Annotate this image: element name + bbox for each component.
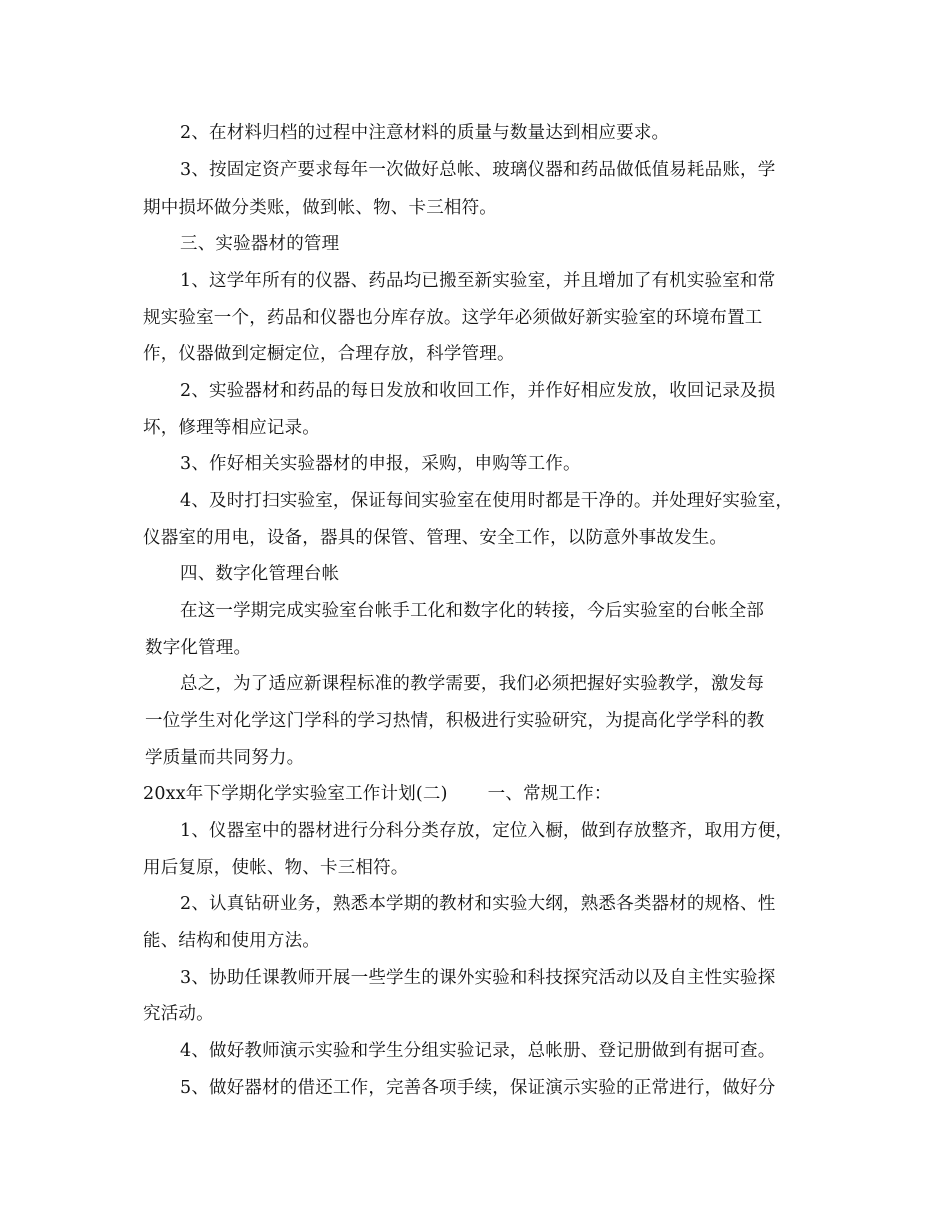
paragraph-line: 5、做好器材的借还工作，完善各项手续，保证演示实验的正常进行，做好分: [180, 1078, 776, 1098]
paragraph-line: 规实验室一个，药品和仪器也分库存放。这学年必须做好新实验室的环境布置工: [143, 308, 763, 328]
section-heading: 四、数字化管理台帐: [180, 564, 340, 584]
paragraph-line: 2、认真钻研业务，熟悉本学期的教材和实验大纲，熟悉各类器材的规格、性: [180, 894, 776, 914]
paragraph-line: 1、这学年所有的仪器、药品均已搬至新实验室，并且增加了有机实验室和常: [180, 271, 776, 291]
paragraph-line: 作，仪器做到定橱定位，合理存放，科学管理。: [143, 344, 515, 364]
section-heading: 一、常规工作：: [487, 784, 612, 804]
paragraph-line: 一位学生对化学这门学科的学习热情，积极进行实验研究，为提高化学学科的教: [145, 711, 765, 731]
paragraph-line: 能、结构和使用方法。: [143, 931, 320, 951]
paragraph-line: 在这一学期完成实验室台帐手工化和数字化的转接，今后实验室的台帐全部: [180, 601, 765, 621]
paragraph-line: 4、做好教师演示实验和学生分组实验记录，总帐册、登记册做到有据可查。: [180, 1041, 776, 1061]
paragraph-line: 究活动。: [143, 1004, 214, 1024]
paragraph-line: 数字化管理。: [145, 638, 252, 658]
paragraph-line: 期中损坏做分类账，做到帐、物、卡三相符。: [143, 198, 497, 218]
paragraph-line: 仪器室的用电，设备，器具的保管、管理、安全工作，以防意外事故发生。: [143, 528, 728, 548]
paragraph-line: 用后复原，使帐、物、卡三相符。: [143, 858, 409, 878]
paragraph-line: 3、协助任课教师开展一些学生的课外实验和科技探究活动以及自主性实验探: [180, 968, 776, 988]
paragraph-line: 学质量而共同努力。: [145, 748, 305, 768]
paragraph-line: 2、实验器材和药品的每日发放和收回工作，并作好相应发放，收回记录及损: [180, 381, 776, 401]
paragraph-line: 4、及时打扫实验室，保证每间实验室在使用时都是干净的。并处理好实验室，: [180, 491, 794, 511]
paragraph-line: 3、作好相关实验器材的申报，采购，申购等工作。: [180, 454, 581, 474]
paragraph-line: 坏，修理等相应记录。: [143, 418, 320, 438]
paragraph-line: 3、按固定资产要求每年一次做好总帐、玻璃仪器和药品做低值易耗品账，学: [180, 160, 776, 180]
paragraph-line: 1、仪器室中的器材进行分科分类存放，定位入橱，做到存放整齐，取用方便，: [180, 821, 794, 841]
section-heading: 三、实验器材的管理: [180, 234, 340, 254]
paragraph-line: 2、在材料归档的过程中注意材料的质量与数量达到相应要求。: [180, 123, 670, 143]
plan-title-line: [143, 782, 612, 806]
paragraph-line: 总之，为了适应新课程标准的教学需要，我们必须把握好实验教学，激发每: [180, 674, 765, 694]
plan-title: 20xx年下学期化学实验室工作计划(二): [143, 784, 448, 804]
